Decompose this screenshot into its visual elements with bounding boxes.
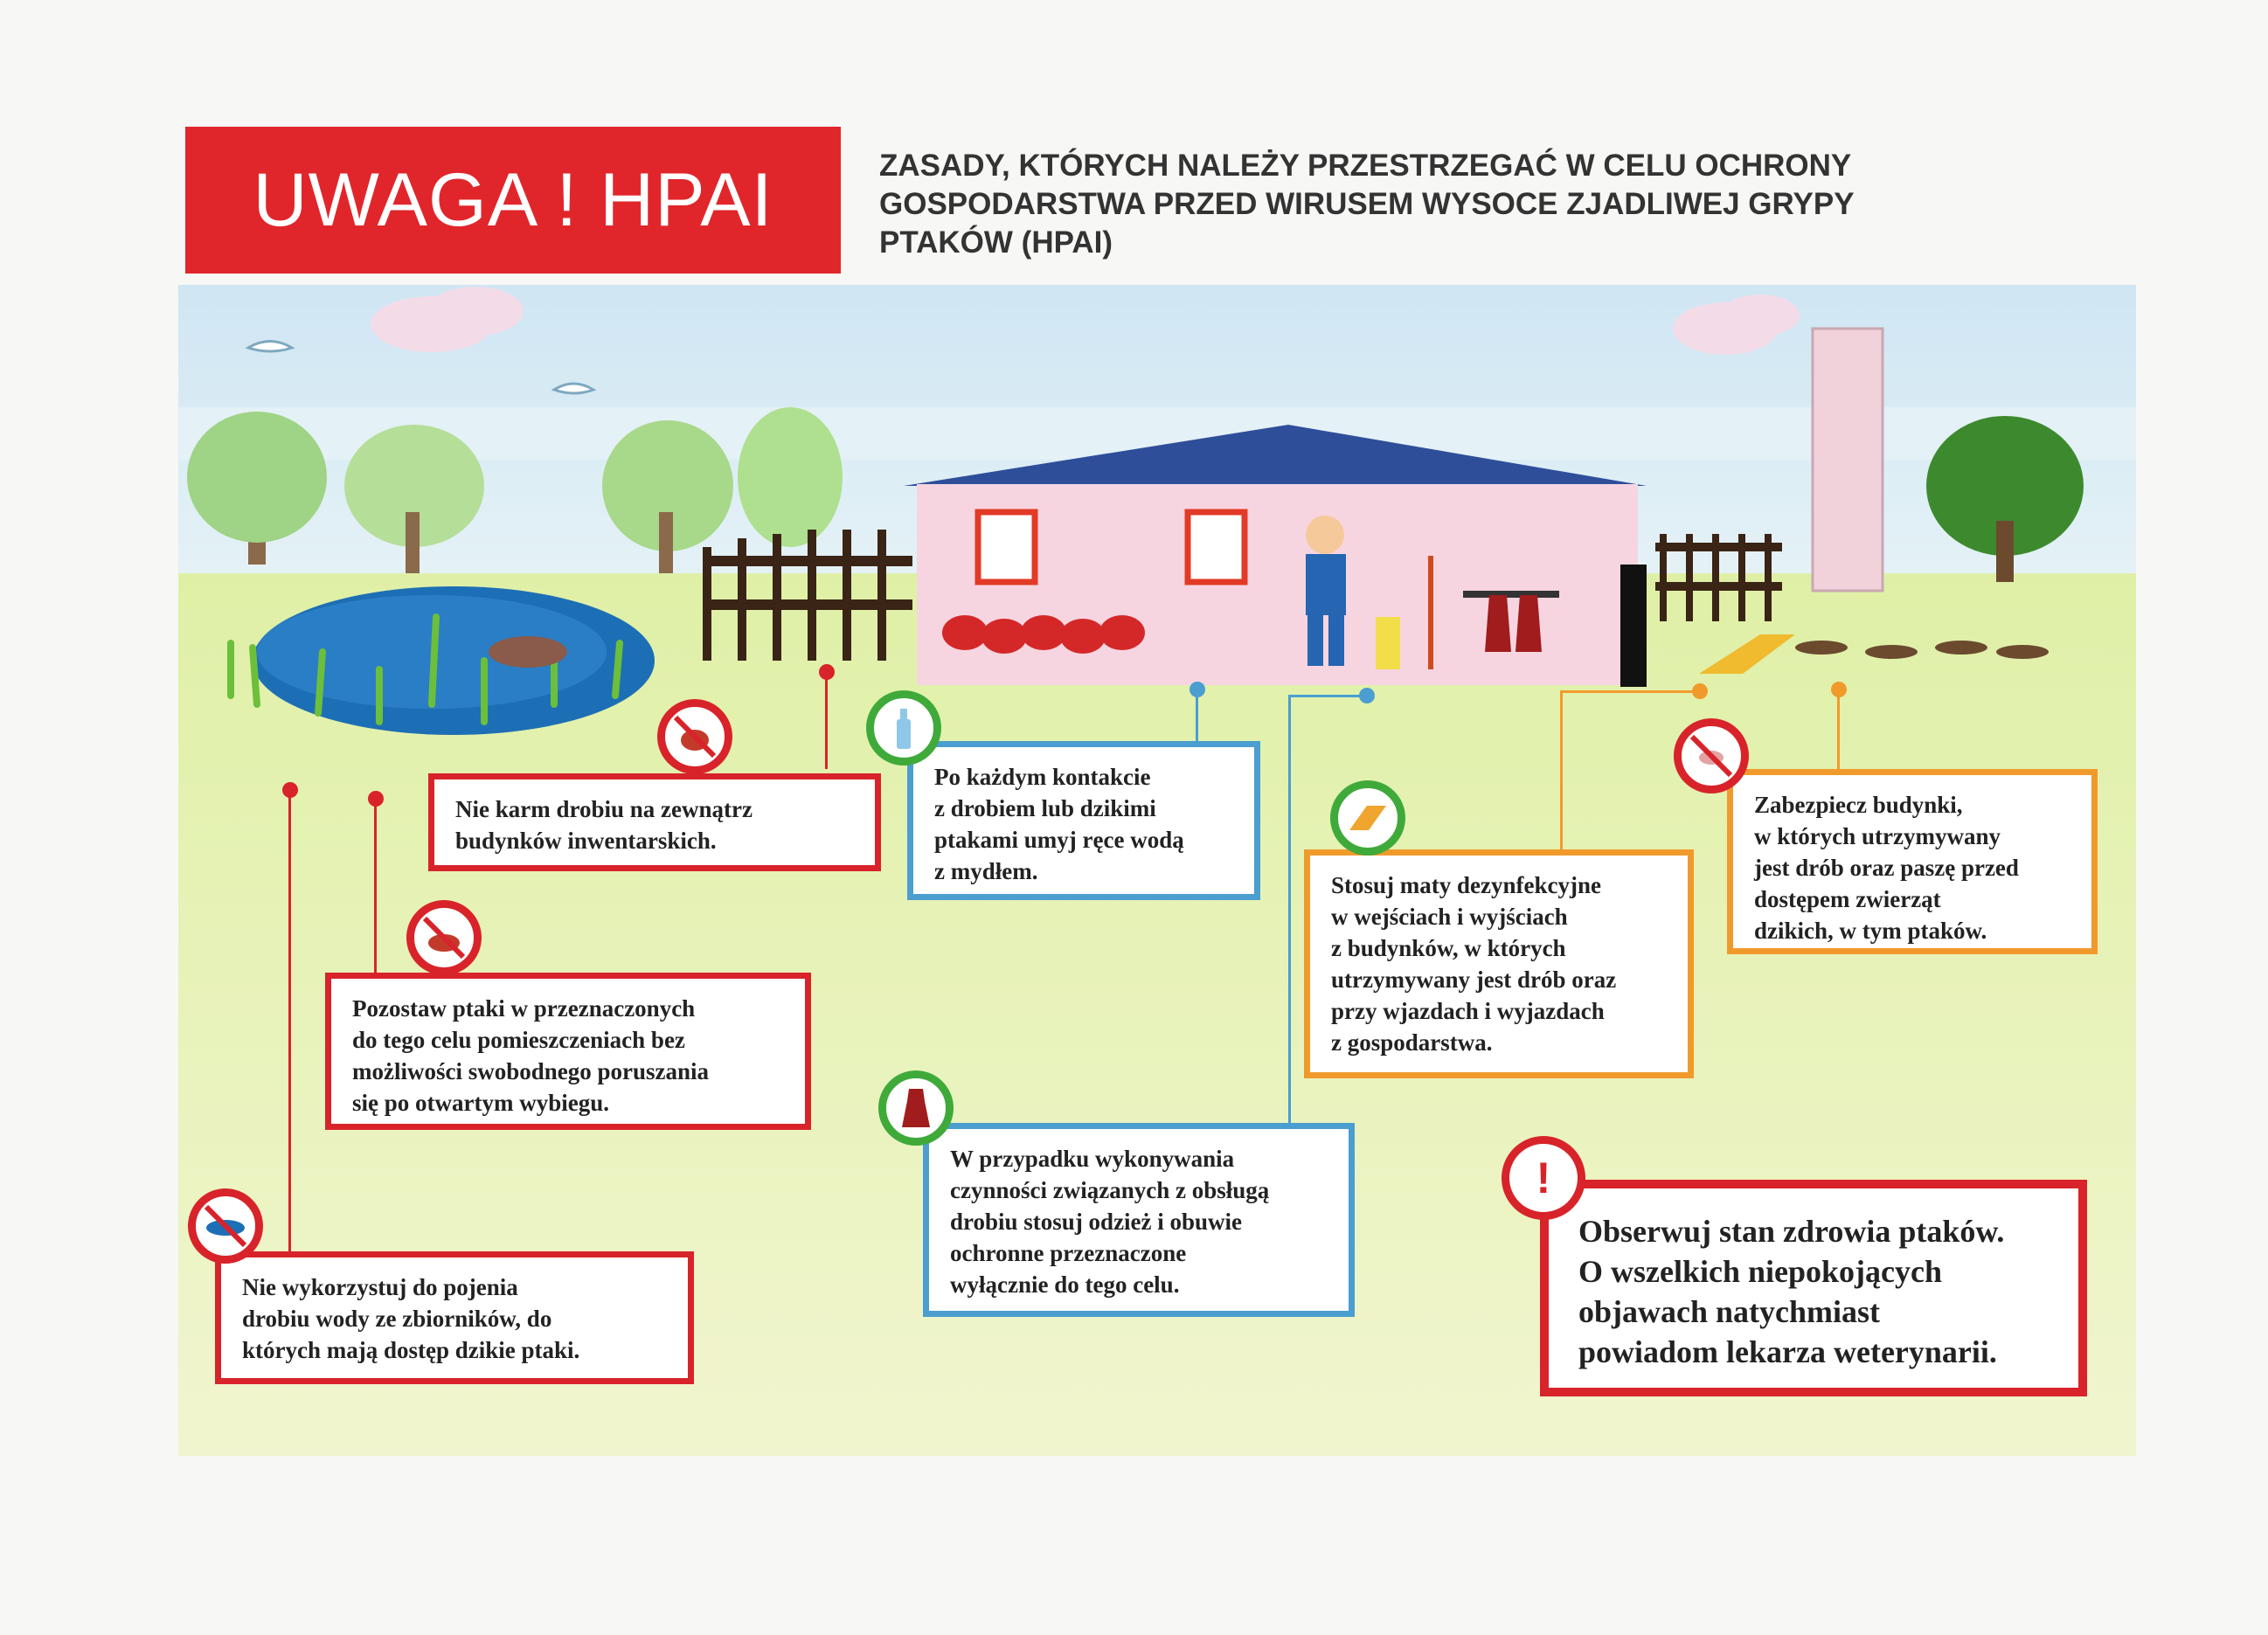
rule-text: się po otwartym wybiegu. xyxy=(352,1090,609,1116)
rule-text: utrzymywany jest drób oraz xyxy=(1331,966,1617,993)
rule-text: z drobiem lub dzikimi xyxy=(934,795,1156,821)
connector-line xyxy=(1837,690,1840,769)
rule-text: Po każdym kontakcie xyxy=(934,764,1151,790)
connector-dot xyxy=(1189,682,1205,697)
rule-text: jest drób oraz paszę przed xyxy=(1754,855,2019,881)
rule-text: przy wjazdach i wyjazdach xyxy=(1331,998,1605,1024)
connector-line xyxy=(374,800,377,974)
rule-text: wyłącznie do tego celu. xyxy=(950,1271,1180,1298)
rule-text: w wejściach i wyjściach xyxy=(1331,904,1568,930)
rule-text: W przypadku wykonywania xyxy=(950,1146,1235,1172)
disinfection-mat-icon xyxy=(1330,780,1405,856)
connector-line xyxy=(288,791,291,1254)
chickens xyxy=(942,615,1145,654)
rule-text: dostępem zwierząt xyxy=(1754,886,1941,912)
page-heading xyxy=(879,147,2129,262)
rule-text: Obserwuj stan zdrowia ptaków. xyxy=(1578,1214,2005,1249)
connector-dot xyxy=(1692,683,1708,699)
connector-line xyxy=(1560,690,1700,693)
rule-text: powiadom lekarza weterynarii. xyxy=(1578,1334,1997,1369)
rule-text: O wszelkich niepokojących xyxy=(1578,1254,1943,1289)
connector-line xyxy=(1196,690,1198,743)
rule-text: których mają dostęp dzikie ptaki. xyxy=(242,1337,580,1363)
connector-line xyxy=(1560,690,1563,852)
no-pond-water-icon xyxy=(188,1188,263,1264)
connector-line xyxy=(1288,695,1291,1123)
rule-text: możliwości swobodnego poruszania xyxy=(352,1058,710,1084)
no-chicken-icon xyxy=(657,699,732,774)
connector-dot xyxy=(368,791,384,807)
silo xyxy=(1813,329,1883,591)
rule-text: Nie karm drobiu na zewnątrz xyxy=(455,796,753,822)
soap-bottle-icon xyxy=(866,690,941,766)
exclamation-icon: ! xyxy=(1502,1136,1585,1220)
rule-feed-box xyxy=(428,773,881,871)
rule-clothing-box xyxy=(923,1123,1355,1317)
rule-text: z gospodarstwa. xyxy=(1331,1029,1493,1056)
banner-title: UWAGA ! HPAI xyxy=(253,157,773,242)
rule-observe-box xyxy=(1540,1180,2087,1396)
heading-line-3: PTAKÓW (HPAI) xyxy=(879,225,1113,260)
apron-icon xyxy=(878,1070,954,1146)
rule-secure-box xyxy=(1727,769,2098,954)
rule-text: drobiu wody ze zbiorników, do xyxy=(242,1306,552,1332)
heading-line-1: ZASADY, KTÓRYCH NALEŻY PRZESTRZEGAĆ W CELU OCHRONY xyxy=(879,149,1852,183)
connector-line xyxy=(1288,695,1367,697)
rule-text: Zabezpiecz budynki, xyxy=(1754,792,1963,818)
rule-text: z budynków, w których xyxy=(1331,935,1566,961)
rule-text: budynków inwentarskich. xyxy=(455,828,717,854)
connector-dot xyxy=(1359,688,1375,703)
rule-mats-box xyxy=(1304,849,1694,1078)
connector-dot xyxy=(819,664,835,680)
rule-text: objawach natychmiast xyxy=(1578,1294,1881,1329)
rule-text: Nie wykorzystuj do pojenia xyxy=(242,1274,518,1300)
warning-banner xyxy=(185,127,841,274)
rule-text: z mydłem. xyxy=(934,858,1038,884)
rule-text: drobiu stosuj odzież i obuwie xyxy=(950,1209,1243,1235)
connector-dot xyxy=(282,782,298,798)
no-free-range-icon xyxy=(406,900,482,975)
rule-text: ptakami umyj ręce wodą xyxy=(934,827,1184,853)
connector-dot xyxy=(1831,682,1847,697)
heading-line-2: GOSPODARSTWA PRZED WIRUSEM WYSOCE ZJADLIWEJ GRYPY xyxy=(879,187,1855,221)
rule-text: ochronne przeznaczone xyxy=(950,1240,1187,1266)
rule-text: Pozostaw ptaki w przeznaczonych xyxy=(352,995,696,1022)
rule-enclosure-box xyxy=(325,973,811,1130)
rule-text: czynności związanych z obsługą xyxy=(950,1177,1270,1203)
rule-wash-box xyxy=(907,741,1260,900)
rule-text: w których utrzymywany xyxy=(1754,823,2001,849)
rule-text: dzikich, w tym ptaków. xyxy=(1754,918,1987,944)
rule-text: Stosuj maty dezynfekcyjne xyxy=(1331,872,1601,898)
rule-water-box xyxy=(215,1251,694,1384)
rule-text: do tego celu pomieszczeniach bez xyxy=(352,1027,685,1053)
connector-line xyxy=(825,673,828,769)
no-wild-animals-icon xyxy=(1674,718,1749,793)
